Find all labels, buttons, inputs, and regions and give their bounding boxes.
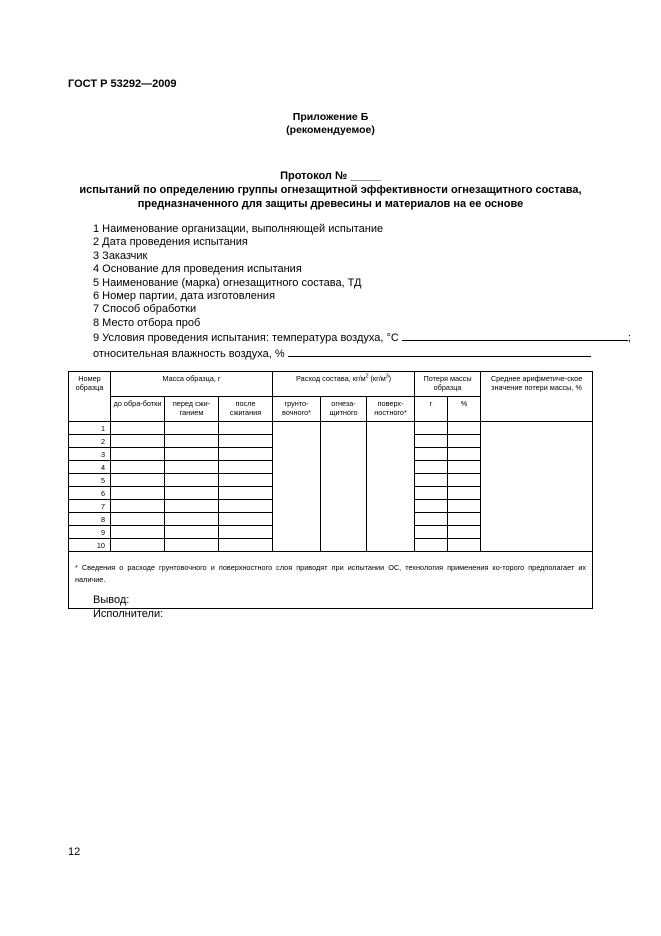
cell-mass-after <box>219 500 273 513</box>
cell-loss-percent <box>448 500 481 513</box>
subheader-percent: % <box>448 397 481 422</box>
cell-loss-percent <box>448 526 481 539</box>
row-number: 5 <box>69 474 111 487</box>
subheader-grams: г <box>415 397 448 422</box>
cell-mass-after <box>219 487 273 500</box>
cell-loss-grams <box>415 474 448 487</box>
cell-loss-percent <box>448 422 481 435</box>
header-consumption-sup-2: 2 <box>365 373 369 380</box>
header-consumption-unit-close: ) <box>388 374 392 383</box>
cell-mass-before <box>111 526 165 539</box>
cell-mass-before <box>111 422 165 435</box>
results-table <box>68 371 593 609</box>
item-test-conditions-label: 9 Условия проведения испытания: температура воздуха, °С <box>93 332 399 345</box>
cell-mass-before <box>111 435 165 448</box>
cell-fire-rate <box>321 422 367 552</box>
cell-mass-after <box>219 461 273 474</box>
cell-mass-burn <box>165 513 219 526</box>
cell-loss-percent <box>448 539 481 552</box>
table-row <box>69 422 593 435</box>
cell-mass-before <box>111 448 165 461</box>
page-number: 12 <box>68 846 81 858</box>
cell-loss-grams <box>415 539 448 552</box>
appendix-subtitle: (рекомендуемое) <box>286 124 375 136</box>
protocol-subtitle-line2: предназначенного для защиты древесины и материалов на ее основе <box>137 198 524 210</box>
subheader-fire-protective: огнеза-щитного <box>321 397 367 422</box>
protocol-subtitle-line1: испытаний по определению группы огнезащитной эффективности огнезащитного состава, <box>79 184 582 196</box>
cell-mass-before <box>111 539 165 552</box>
cell-average-loss <box>481 422 593 552</box>
cell-mass-burn <box>165 422 219 435</box>
cell-loss-grams <box>415 500 448 513</box>
cell-mass-burn <box>165 526 219 539</box>
row-number: 1 <box>69 422 111 435</box>
row-number: 8 <box>69 513 111 526</box>
subheader-before-treatment: до обра-ботки <box>111 397 165 422</box>
cell-loss-grams <box>415 487 448 500</box>
cell-mass-after <box>219 526 273 539</box>
header-consumption-label: Расход состава, кг/м <box>296 374 366 383</box>
cell-mass-burn <box>165 539 219 552</box>
cell-mass-burn <box>165 448 219 461</box>
header-sample-number: Номер образца <box>69 372 111 422</box>
cell-loss-percent <box>448 513 481 526</box>
cell-loss-percent <box>448 487 481 500</box>
item-treatment-method: 7 Способ обработки <box>93 303 197 316</box>
item-organization: 1 Наименование организации, выполняющей испытание <box>93 223 384 235</box>
cell-mass-after <box>219 513 273 526</box>
cell-surface-rate <box>367 422 415 552</box>
item-test-conditions <box>93 330 631 345</box>
table-footnote: * Сведения о расходе грунтовочного и поверхностного слоя приводят при испытании ОС, технология применения ко-торого предполагает их наличие. <box>69 552 593 609</box>
cell-mass-burn <box>165 435 219 448</box>
cell-loss-percent <box>448 448 481 461</box>
conclusion-label: Вывод: <box>93 594 130 606</box>
cell-mass-burn <box>165 500 219 513</box>
item-batch-number: 6 Номер партии, дата изготовления <box>93 290 276 303</box>
row-number: 4 <box>69 461 111 474</box>
cell-mass-after <box>219 435 273 448</box>
cell-mass-before <box>111 500 165 513</box>
cell-loss-grams <box>415 461 448 474</box>
protocol-title: Протокол № _____ <box>280 170 381 182</box>
cell-loss-grams <box>415 435 448 448</box>
appendix-title: Приложение Б <box>292 111 369 123</box>
row-number: 10 <box>69 539 111 552</box>
cell-primer-rate <box>273 422 321 552</box>
item-humidity <box>93 346 631 361</box>
header-consumption <box>273 372 415 397</box>
cell-mass-burn <box>165 474 219 487</box>
item-test-date: 2 Дата проведения испытания <box>93 236 248 249</box>
cell-mass-before <box>111 513 165 526</box>
row-number: 3 <box>69 448 111 461</box>
cell-mass-before <box>111 474 165 487</box>
humidity-blank-line <box>288 346 591 357</box>
header-consumption-unit-open: (кг/м <box>368 374 386 383</box>
subheader-before-burning: перед сжи-ганием <box>165 397 219 422</box>
item-test-conditions-end: ; <box>627 332 631 345</box>
item-customer: 3 Заказчик <box>93 249 148 262</box>
row-number: 6 <box>69 487 111 500</box>
row-number: 7 <box>69 500 111 513</box>
item-basis: 4 Основание для проведения испытания <box>93 263 302 276</box>
cell-mass-after <box>219 539 273 552</box>
executors-label: Исполнители: <box>93 608 164 620</box>
standard-code: ГОСТ Р 53292—2009 <box>68 78 177 90</box>
protocol-items <box>93 223 631 361</box>
item-sampling-place: 8 Место отбора проб <box>93 316 201 329</box>
cell-mass-burn <box>165 461 219 474</box>
item-humidity-label: относительная влажность воздуха, % <box>93 347 285 360</box>
cell-mass-before <box>111 487 165 500</box>
cell-mass-before <box>111 461 165 474</box>
cell-loss-percent <box>448 461 481 474</box>
temperature-blank-line <box>402 330 628 341</box>
cell-mass-burn <box>165 487 219 500</box>
header-average-loss: Среднее арифметиче-ское значение потери массы, % <box>481 372 593 422</box>
subheader-surface: поверх-ностного* <box>367 397 415 422</box>
cell-mass-after <box>219 474 273 487</box>
subheader-after-burning: после сжигания <box>219 397 273 422</box>
item-composition-name: 5 Наименование (марка) огнезащитного состава, ТД <box>93 276 362 289</box>
cell-loss-grams <box>415 526 448 539</box>
cell-loss-percent <box>448 474 481 487</box>
cell-mass-after <box>219 422 273 435</box>
cell-loss-grams <box>415 513 448 526</box>
cell-loss-grams <box>415 448 448 461</box>
header-mass-loss: Потеря массы образца <box>415 372 481 397</box>
row-number: 9 <box>69 526 111 539</box>
header-consumption-sup-3: 3 <box>385 373 389 380</box>
cell-loss-percent <box>448 435 481 448</box>
header-sample-mass: Масса образца, г <box>111 372 273 397</box>
cell-loss-grams <box>415 422 448 435</box>
cell-mass-after <box>219 448 273 461</box>
row-number: 2 <box>69 435 111 448</box>
subheader-primer: грунто-вочного* <box>273 397 321 422</box>
